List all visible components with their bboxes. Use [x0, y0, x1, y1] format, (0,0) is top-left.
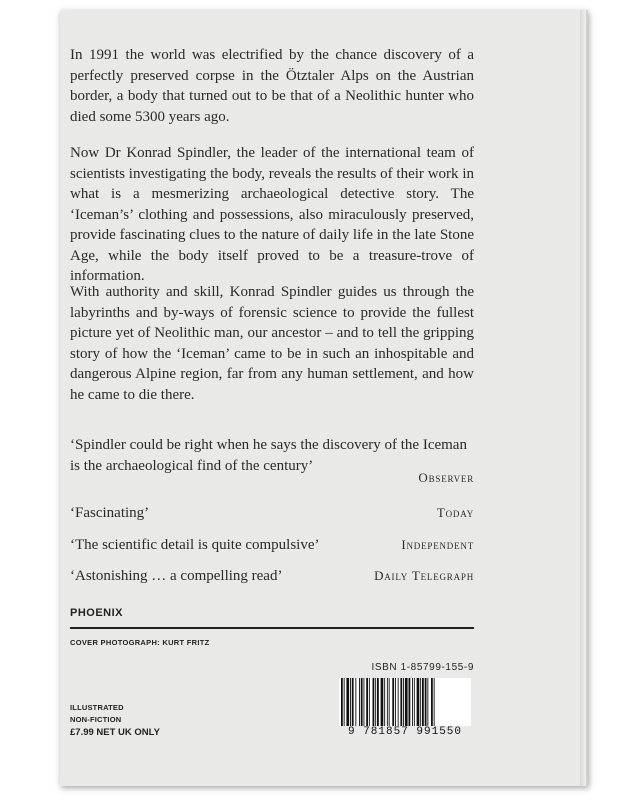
review-source-today: Today [436, 505, 474, 520]
review-quote-today: ‘Fascinating’ [70, 505, 150, 521]
blurb-paragraph-2: Now Dr Konrad Spindler, the leader of the international team of scientists investigating the body, reveals the results of their work in what is a mesmerizing archaeological detective story. The ‘Iceman’s’ clothing and possessions, also miraculously preserved, provide fascinating clues to the nature of daily life in the late Stone Age, while the body itself proved to be a treasure-trove of information. [70, 145, 474, 284]
isbn-number: ISBN 1-85799-155-9 [371, 662, 474, 673]
category-label-nonfiction: NON-FICTION [70, 715, 122, 724]
blurb-paragraph-1: In 1991 the world was electrified by the chance discovery of a perfectly preserved corpse in the Ötztaler Alps on the Austrian border, a body that turned out to be that of a Neolithic hunter who died some 5300 years ago. [70, 47, 474, 125]
review-quote-observer: ‘Spindler could be right when he says the discovery of the Iceman is the archaeological find of the century’ [70, 437, 467, 474]
publisher-name: PHOENIX [70, 607, 124, 619]
barcode-number: 9 781857 991550 [347, 726, 463, 738]
review-quote-telegraph: ‘Astonishing … a compelling read’ [70, 568, 283, 584]
category-label-illustrated: ILLUSTRATED [70, 703, 124, 712]
review-row-today [70, 505, 474, 522]
divider-rule [70, 627, 474, 629]
cover-spine-edge [580, 10, 586, 786]
review-row-independent [70, 537, 474, 554]
cover-photo-credit: COVER PHOTOGRAPH: KURT FRITZ [70, 638, 210, 647]
barcode-icon [339, 678, 471, 726]
review-source-telegraph: Daily Telegraph [374, 568, 474, 583]
review-quote-independent: ‘The scientific detail is quite compulsive’ [70, 537, 320, 553]
review-row-telegraph [70, 568, 474, 585]
price-label: £7.99 NET UK ONLY [70, 727, 160, 738]
review-source-independent: Independent [401, 537, 474, 552]
review-source-observer: Observer [418, 470, 474, 485]
blurb-paragraph-3: With authority and skill, Konrad Spindler guides us through the labyrinths and by-ways of forensic science to provide the fullest picture yet of Neolithic man, our ancestor – and to tell the gripping story of how the ‘Iceman’ came to be in such an inhospitable and dangerous Alpine region, far from any human settlement, and how he came to die there. [70, 284, 474, 403]
